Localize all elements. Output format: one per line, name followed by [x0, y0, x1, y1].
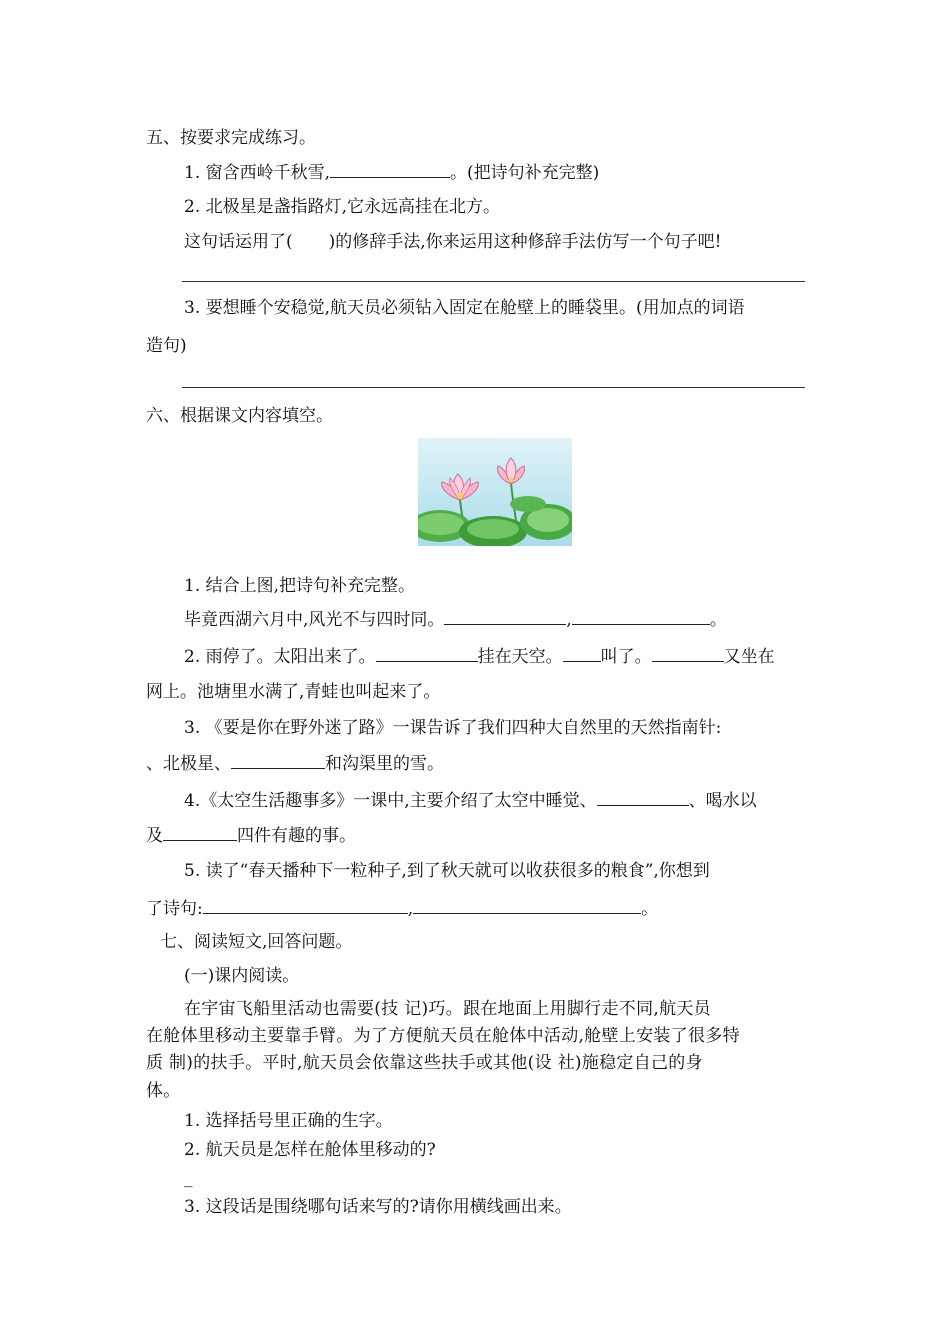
s7-subheading: (一)课内阅读。: [184, 966, 300, 986]
s6-question-1-poem: [184, 608, 727, 631]
s6-q2-text-c: 叫了。: [600, 647, 652, 667]
s6-q5-text-b: 了诗句:: [146, 899, 203, 919]
s6-q2-text-d: 又坐在: [723, 647, 775, 667]
s6-question-1: 1. 结合上图,把诗句补充完整。: [184, 576, 416, 596]
s6-q1-blank-1[interactable]: [444, 608, 566, 625]
s5-question-1: [184, 161, 599, 184]
s6-q1-sep: ,: [566, 610, 572, 630]
s6-q1-poem-text: 毕竟西湖六月中,风光不与四时同。: [184, 610, 445, 630]
s6-q4-blank-1[interactable]: [597, 789, 689, 806]
s6-q5-blank-2[interactable]: [413, 897, 641, 914]
s6-question-5-cont: [146, 897, 658, 920]
s5-q2-prompt-a: 这句话运用了(: [184, 232, 293, 252]
s5-question-2: 2. 北极星是盏指路灯,它永远高挂在北方。: [184, 197, 501, 217]
s7-passage-line-2: 在舱体里移动主要靠手臂。为了方便航天员在舱体中活动,舱壁上安装了很多特: [146, 1026, 740, 1046]
s6-q2-blank-2[interactable]: [563, 645, 601, 662]
s6-q4-text-a: 4.《太空生活趣事多》一课中,主要介绍了太空中睡觉、: [184, 791, 597, 811]
s7-question-3: 3. 这段话是围绕哪句话来写的?请你用横线画出来。: [184, 1197, 572, 1217]
s6-question-4: [184, 789, 757, 812]
s7-passage-line-3: 质 制)的扶手。平时,航天员会依靠这些扶手或其他(设 社)施稳定自己的身: [146, 1053, 703, 1073]
s6-question-3: 3. 《要是你在野外迷了路》一课告诉了我们四种大自然里的天然指南针:: [184, 718, 722, 738]
s6-question-5: 5. 读了“春天播种下一粒种子,到了秋天就可以收获很多的粮食”,你想到: [184, 861, 710, 881]
s6-q4-text-c: 及: [146, 826, 163, 846]
s7-question-2: 2. 航天员是怎样在舱体里移动的?: [184, 1140, 436, 1160]
section6-heading: 六、根据课文内容填空。: [146, 406, 333, 426]
s6-q2-text-a: 2. 雨停了。太阳出来了。: [184, 647, 376, 667]
s5-question-3-cont: 造句): [146, 336, 187, 356]
s6-q5-blank-1[interactable]: [203, 897, 408, 914]
section7-heading: 七、阅读短文,回答问题。: [160, 932, 353, 952]
s6-q3-blank[interactable]: [231, 752, 325, 769]
s6-q4-blank-2[interactable]: [163, 824, 237, 841]
s5-q1-instruction: 。(把诗句补充完整): [450, 163, 600, 183]
s7-passage-line-4: 体。: [146, 1081, 181, 1101]
s5-q1-blank[interactable]: [330, 161, 450, 178]
s7-passage-line-1: 在宇宙飞船里活动也需要(技 记)巧。跟在地面上用脚行走不同,航天员: [184, 999, 711, 1019]
s6-q2-blank-3[interactable]: [652, 645, 724, 662]
s5-q2-prompt-b: )的修辞手法,你来运用这种修辞手法仿写一个句子吧!: [328, 232, 722, 252]
s6-q5-sep: ,: [407, 899, 414, 919]
s6-q1-blank-2[interactable]: [572, 608, 710, 625]
s6-question-3-cont: [146, 752, 444, 775]
s6-q1-end: 。: [709, 610, 727, 630]
s5-question-2-prompt: [184, 231, 722, 253]
s6-q5-end: 。: [641, 899, 659, 919]
s5-q3-answer-line[interactable]: [182, 387, 805, 388]
s6-q4-text-d: 四件有趣的事。: [237, 826, 356, 846]
s5-q2-answer-line[interactable]: [182, 281, 805, 282]
s6-q3-text-b: 、北极星、: [146, 754, 231, 774]
s6-q4-text-b: 、喝水以: [688, 791, 757, 811]
s6-q2-text-b: 挂在天空。: [477, 647, 563, 667]
s5-q1-text: 1. 窗含西岭千秋雪,: [184, 163, 331, 183]
s7-question-1: 1. 选择括号里正确的生字。: [184, 1111, 393, 1131]
s6-question-4-cont: [146, 824, 356, 847]
s5-question-3: 3. 要想睡个安稳觉,航天员必须钻入固定在舱壁上的睡袋里。(用加点的词语: [184, 298, 745, 318]
s6-q3-text-c: 和沟渠里的雪。: [325, 754, 444, 774]
lotus-illustration: [418, 438, 572, 546]
section5-heading: 五、按要求完成练习。: [146, 128, 316, 148]
s6-question-2: [184, 645, 775, 668]
s7-question-2-answer[interactable]: _: [184, 1168, 193, 1188]
s6-question-2-cont: 网上。池塘里水满了,青蛙也叫起来了。: [146, 682, 441, 702]
s6-q2-blank-1[interactable]: [376, 645, 478, 662]
